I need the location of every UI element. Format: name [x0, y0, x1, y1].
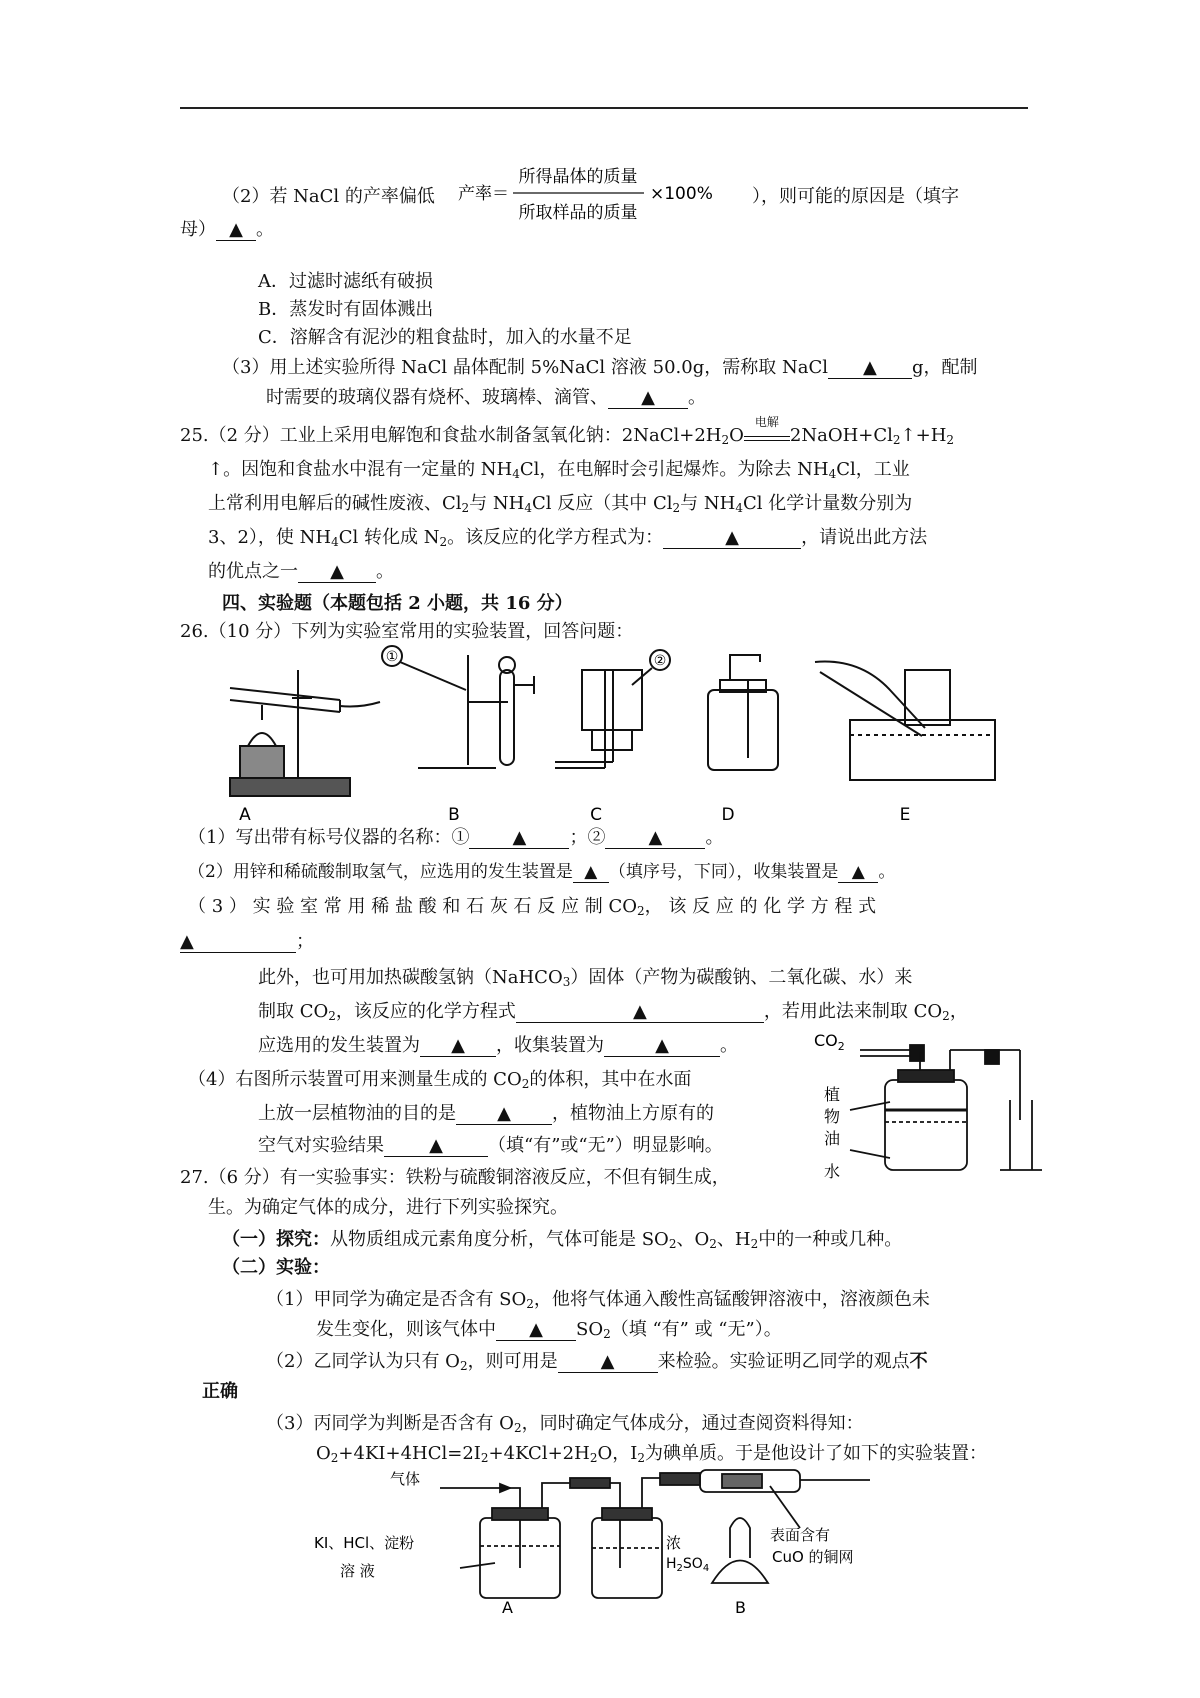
gas-label: 气体	[390, 1470, 421, 1488]
q27-line2: 生。为确定气体的成分，进行下列实验探究。	[208, 1197, 568, 1218]
q26-p3-line4: 制取 $CO_2$，该反应的化学方程式 ▲ ，若用此法来制取 $CO_2$，	[258, 1001, 968, 1023]
q27-line1: 27.（6 分）有一实验事实：铁粉与硫酸铜溶液反应，不但有铜生成，	[180, 1167, 730, 1188]
q25-line1: 25.（2 分）工业上采用电解饱和食盐水制备氢氧化钠：$2NaCl+2H_2O$ 电解 $2NaOH+Cl_2↑+H_2$	[180, 424, 954, 448]
water-label: 水	[824, 1162, 841, 1181]
answer-blank[interactable]: ▲	[838, 862, 878, 883]
label-c: C	[590, 805, 602, 825]
cuo-label-1: 表面含有	[770, 1526, 831, 1544]
mark-1: ①	[385, 649, 399, 665]
q26-p3-line2: ▲ ；	[180, 931, 314, 952]
answer-blank[interactable]: ▲	[420, 1036, 496, 1057]
apparatus-figure	[200, 650, 1060, 825]
formula-numerator: 所得晶体的质量	[518, 167, 638, 187]
q27-p3-line2: $O_2+4KI+4HCl=2I_2+4KCl+2H_2O$，$I_2$为碘单质。于是他设计了如下的实验装置：	[316, 1443, 987, 1465]
q24-p3-line1: （3）用上述实验所得 NaCl 晶体配制 5%NaCl 溶液 50.0g，需称取 NaCl ▲ g，配制	[222, 357, 978, 378]
yield-formula	[458, 158, 740, 226]
q26-p4-line2: 上放一层植物油的目的是 ▲ ，植物油上方原有的	[258, 1103, 714, 1124]
q27-p3-line1: （3）丙同学为判断是否含有 $O_2$，同时确定气体成分，通过查阅资料得知：	[266, 1413, 864, 1435]
conc-label: 浓	[666, 1534, 682, 1552]
answer-blank[interactable]: ▲	[298, 562, 376, 583]
q26-intro: 26.（10 分）下列为实验室常用的实验装置，回答问题：	[180, 621, 634, 642]
q24-p2-line2: 母） ▲ 。	[180, 219, 274, 240]
q26-p3-line3: 此外，也可用加热碳酸氢钠（NaHCO$_3$）固体（产物为碳酸钠、二氧化碳、水）来	[258, 967, 913, 989]
answer-blank[interactable]: ▲	[608, 388, 688, 409]
solution-label-2: 溶 液	[340, 1562, 375, 1580]
condition-electrolysis: 电解	[754, 415, 779, 429]
cuo-label-2: CuO 的铜网	[772, 1548, 854, 1566]
co2-label: $CO_2$	[814, 1031, 845, 1053]
q26-p3-line5: 应选用的发生装置为 ▲ ，收集装置为 ▲ 。	[258, 1035, 738, 1056]
answer-blank[interactable]: ▲	[516, 1002, 764, 1023]
q25-line5: 的优点之一 ▲ 。	[208, 561, 394, 582]
q26-p3-line1: （ 3 ） 实 验 室 常 用 稀 盐 酸 和 石 灰 石 反 应 制 $CO_2$， 该 反 应 的 化 学 方 程 式	[188, 896, 877, 918]
label-a: A	[239, 805, 251, 825]
co2-volume-figure	[810, 1030, 1050, 1180]
q27-p2-line1: （2）乙同学认为只有 $O_2$，则可用是 ▲ 来检验。实验证明乙同学的观点不	[266, 1351, 928, 1373]
oil-label-2: 物	[824, 1107, 841, 1126]
answer-blank[interactable]: ▲	[469, 828, 569, 849]
solution-label-1: KI、HCl、淀粉	[314, 1534, 415, 1552]
q26-p2: （2）用锌和稀硫酸制取氢气，应选用的发生装置是 ▲ （填序号，下同），收集装置是 ▲ 。	[188, 862, 896, 882]
q26-p1: （1）写出带有标号仪器的名称：① ▲ ；② ▲ 。	[188, 827, 724, 848]
q25-line4: 3、2），使 $NH_4Cl$ 转化成 $N_2$。该反应的化学方程式为： ▲ ，请说出此方法	[208, 527, 928, 549]
h2so4-label: $H_2SO_4$	[666, 1556, 710, 1574]
q24-p2-line1b: ），则可能的原因是（填字	[752, 186, 959, 207]
fig-label-a: A	[502, 1598, 513, 1617]
q26-p4-line1: （4）右图所示装置可用来测量生成的 $CO_2$的体积，其中在水面	[188, 1069, 692, 1091]
answer-blank[interactable]: ▲	[216, 220, 256, 241]
answer-blank[interactable]: ▲	[663, 528, 801, 549]
section-4-heading: 四、实验题（本题包括 2 小题，共 16 分）	[222, 593, 573, 614]
gas-test-figure	[314, 1468, 890, 1618]
header-rule	[180, 107, 1028, 109]
answer-blank[interactable]: ▲	[604, 1036, 720, 1057]
q24-option-c: C．溶解含有泥沙的粗食盐时，加入的水量不足	[258, 327, 632, 348]
oil-label-1: 植	[824, 1085, 841, 1104]
q25-line3: 上常利用电解后的碱性废液、$Cl_2$与 $NH_4Cl$ 反应（其中 $Cl_2$与 $NH_4Cl$ 化学计量数分别为	[208, 493, 913, 515]
q27-p1-line2: 发生变化，则该气体中 ▲ $SO_2$（填 “有” 或 “无”）。	[316, 1319, 782, 1341]
mark-2: ②	[653, 653, 667, 669]
answer-blank[interactable]: ▲	[573, 862, 609, 883]
answer-blank[interactable]: ▲	[496, 1320, 576, 1341]
q27-p1-line1: （1）甲同学为确定是否含有 $SO_2$，他将气体通入酸性高锰酸钾溶液中，溶液颜色未	[266, 1289, 930, 1311]
q26-p4-line3: 空气对实验结果 ▲ （填“有”或“无”）明显影响。	[258, 1135, 723, 1156]
answer-blank[interactable]: ▲	[828, 358, 912, 379]
label-d: D	[721, 805, 735, 825]
answer-blank[interactable]: ▲	[605, 828, 705, 849]
q24-option-a: A．过滤时滤纸有破损	[258, 271, 433, 292]
q24-option-b: B．蒸发时有固体溅出	[258, 299, 434, 320]
answer-blank[interactable]: ▲	[456, 1104, 552, 1125]
oil-label-3: 油	[824, 1129, 841, 1148]
fig-label-b: B	[735, 1598, 746, 1617]
answer-blank[interactable]: ▲	[558, 1352, 658, 1373]
label-b: B	[448, 805, 460, 825]
q27-experiment-heading: （二）实验：	[222, 1257, 330, 1278]
answer-blank[interactable]: ▲	[384, 1136, 488, 1157]
formula-tail: ×100%	[650, 184, 713, 204]
q25-line2: ↑。因饱和食盐水中混有一定量的 $NH_4Cl$，在电解时会引起爆炸。为除去 $NH_4Cl$，工业	[208, 459, 910, 481]
q24-p3-line2: 时需要的玻璃仪器有烧杯、玻璃棒、滴管、 ▲ 。	[266, 387, 706, 408]
q27-p2-line2: 正确	[202, 1381, 238, 1402]
q24-p2-line1: （2）若 NaCl 的产率偏低	[222, 186, 435, 207]
answer-blank[interactable]: ▲	[180, 932, 296, 953]
label-e: E	[899, 805, 911, 825]
formula-denominator: 所取样品的质量	[518, 203, 638, 223]
formula-lhs: 产率＝	[458, 184, 509, 204]
q27-explore: （一）探究：从物质组成元素角度分析，气体可能是 $SO_2$、$O_2$、$H_2$中的一种或几种。	[222, 1229, 903, 1251]
